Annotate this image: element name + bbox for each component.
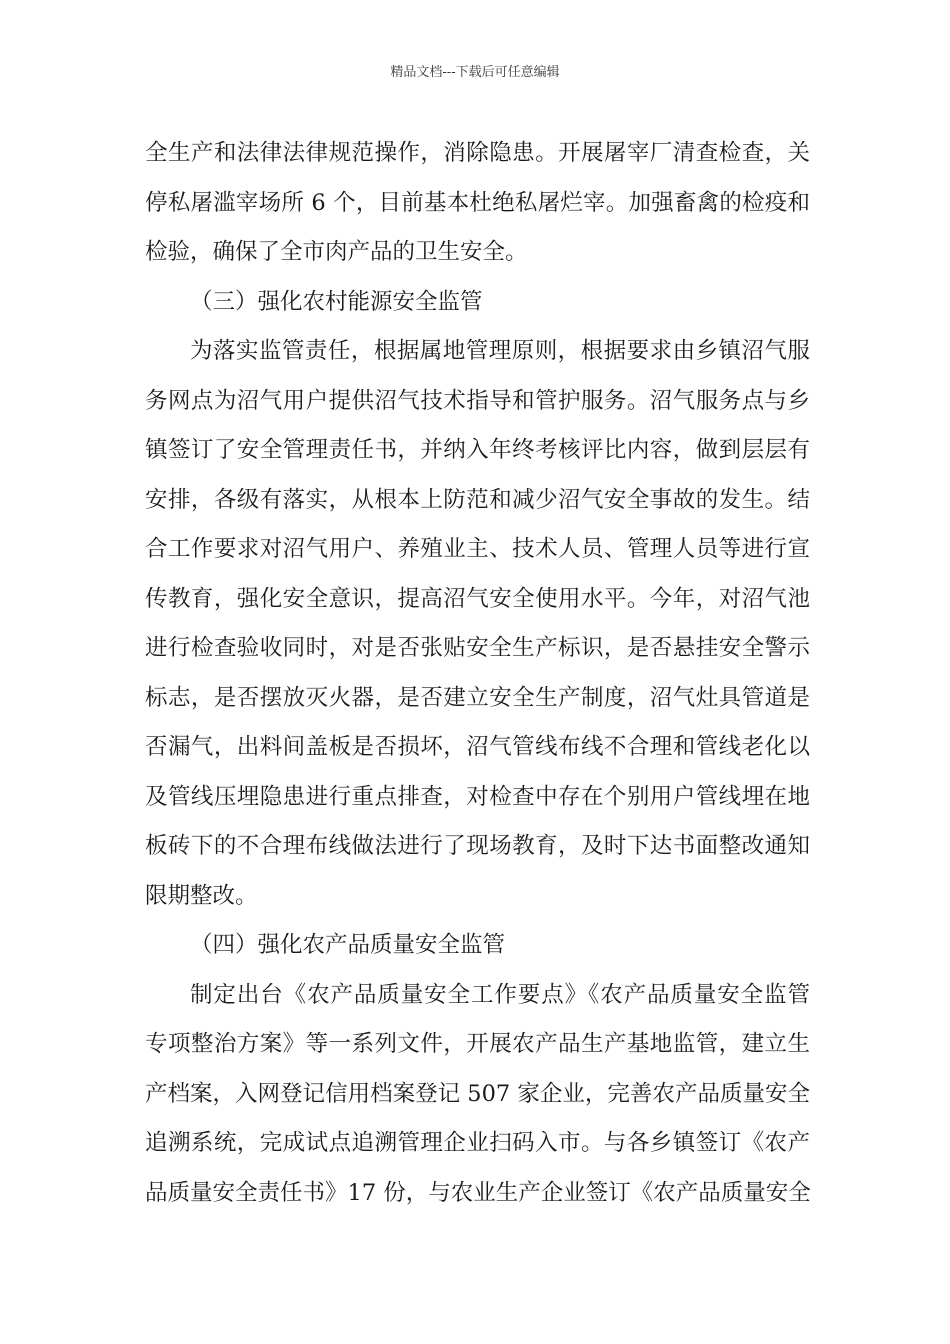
paragraph-line: 合工作要求对沼气用户、养殖业主、技术人员、管理人员等进行宣	[145, 536, 810, 562]
paragraph-line: 停私屠滥宰场所 6 个，目前基本杜绝私屠烂宰。加强畜禽的检疫和	[145, 189, 810, 216]
paragraph-line: 进行检查验收同时，对是否张贴安全生产标识，是否悬挂安全警示	[145, 635, 810, 661]
document-body	[145, 129, 810, 1218]
paragraph-line: 专项整治方案》等一系列文件，开展农产品生产基地监管，建立生	[145, 1031, 810, 1057]
paragraph-line: 标志，是否摆放灭火器，是否建立安全生产制度，沼气灶具管道是	[145, 684, 810, 711]
paragraph-line: 制定出台《农产品质量安全工作要点》《农产品质量安全监管	[190, 981, 810, 1008]
paragraph-line: 安排，各级有落实，从根本上防范和减少沼气安全事故的发生。结	[145, 486, 810, 513]
paragraph-line: 为落实监管责任，根据属地管理原则，根据要求由乡镇沼气服	[190, 338, 810, 364]
paragraph-line: 全生产和法律法律规范操作，消除隐患。开展屠宰厂清查检查，关	[145, 140, 810, 166]
paragraph-line: 传教育，强化安全意识，提高沼气安全使用水平。今年，对沼气池	[145, 585, 810, 612]
paragraph-line: 限期整改。	[145, 882, 258, 909]
page-header: 精品文档---下载后可任意编辑	[390, 65, 560, 80]
paragraph-line: 追溯系统，完成试点追溯管理企业扫码入市。与各乡镇签订《农产	[145, 1130, 810, 1156]
section-heading: （三）强化农村能源安全监管	[190, 288, 483, 315]
paragraph-line: 务网点为沼气用户提供沼气技术指导和管护服务。沼气服务点与乡	[145, 387, 810, 414]
paragraph-line: 否漏气，出料间盖板是否损坏，沼气管线布线不合理和管线老化以	[145, 734, 810, 760]
paragraph-line: 镇签订了安全管理责任书，并纳入年终考核评比内容，做到层层有	[145, 437, 810, 463]
section-heading: （四）强化农产品质量安全监管	[190, 932, 506, 958]
paragraph-line: 产档案，入网登记信用档案登记 507 家企业，完善农产品质量安全	[145, 1080, 810, 1107]
paragraph-line: 及管线压埋隐患进行重点排查，对检查中存在个别用户管线埋在地	[145, 783, 810, 810]
paragraph-line: 板砖下的不合理布线做法进行了现场教育，及时下达书面整改通知	[145, 833, 810, 859]
paragraph-line: 品质量安全责任书》17 份，与农业生产企业签订《农产品质量安全	[145, 1179, 811, 1206]
paragraph-line: 检验，确保了全市肉产品的卫生安全。	[145, 239, 528, 265]
